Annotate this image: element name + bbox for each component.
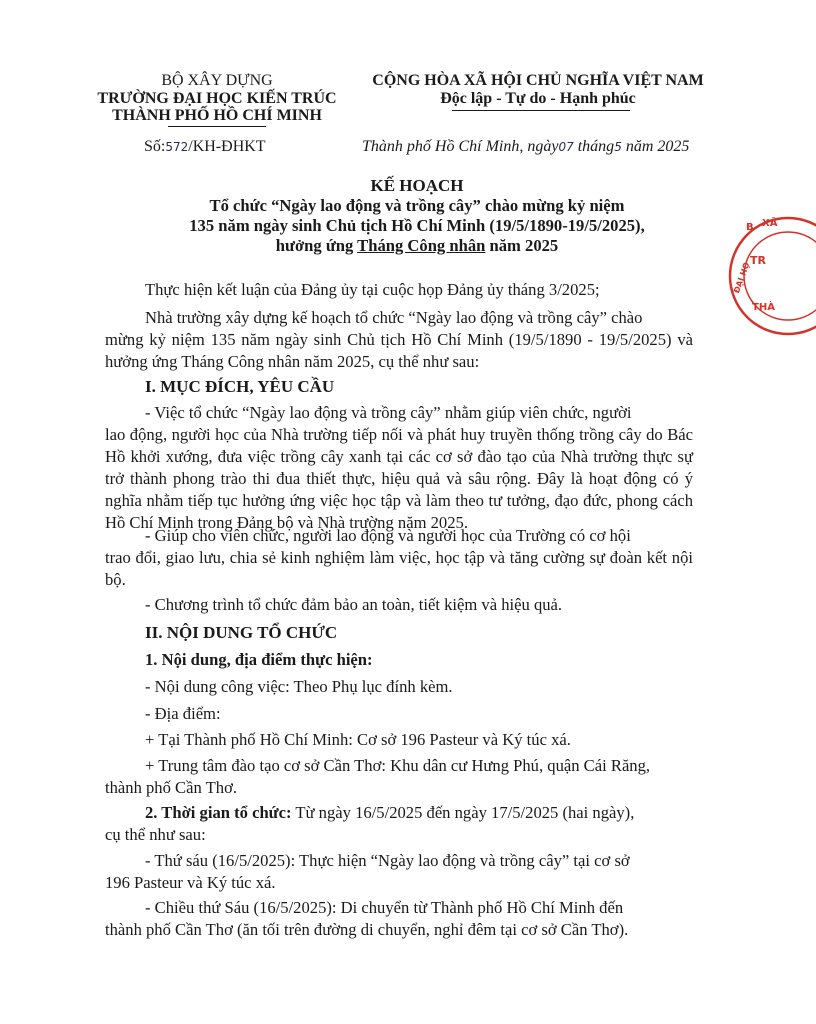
seal-text-4: ĐẠI HỌ [732,261,752,295]
para-purpose-1 [105,402,693,534]
schedule-item-2-first-line: - Chiều thứ Sáu (16/5/2025): Di chuyển từ Thành phố Hồ Chí Minh đến [145,898,624,917]
para-intro-rest: mừng kỷ niệm 135 năm ngày sinh Chủ tịch Hồ Chí Minh (19/5/1890 - 19/5/2025) và hưởng ứng Tháng Công nhân năm 2025, cụ thể như sau: [105,330,693,371]
date-year: năm 2025 [621,138,690,155]
subsection-2-heading: 2. Thời gian tổ chức: [145,803,292,822]
subsection-1-heading: 1. Nội dung, địa điểm thực hiện: [145,650,373,669]
para-purpose-1-rest: lao động, người học của Nhà trường tiếp nối và phát huy truyền thống trồng cây do Bác Hồ khởi xướng, đưa việc trồng cây xanh tại các cơ sở đào tạo của Nhà trường thực sự trở thành phong trào thi đua thiết thực, hiệu quả và sâu rộng. Đây là hoạt động có ý nghĩa nhằm tiếp tục hưởng ứng việc học tập và làm theo tư tưởng, đạo đức, phong cách Hồ Chí Minh trong Đảng bộ và Nhà trường năm 2025. [105,425,693,532]
section-1-heading: I. MỤC ĐÍCH, YÊU CẦU [145,377,335,396]
para-purpose-1-first-line: - Việc tổ chức “Ngày lao động và trồng cây” nhằm giúp viên chức, người [145,403,632,422]
para-purpose-2 [105,525,693,591]
official-seal [726,212,816,342]
item-location: - Địa điểm: [145,704,221,723]
title-line3-underlined: Tháng Công nhân [357,236,486,255]
title-line2: 135 năm ngày sinh Chủ tịch Hồ Chí Minh (19/5/1890-19/5/2025), [189,216,645,235]
section-2-heading: II. NỘI DUNG TỔ CHỨC [145,623,338,642]
para-purpose-2-rest: trao đổi, giao lưu, chia sẻ kinh nghiệm làm việc, học tập và tăng cường sự đoàn kết nội bộ. [105,548,693,589]
number-handwritten: 572 [165,140,189,154]
number-suffix: /KH-ĐHKT [188,138,266,155]
subsection-2-text: Từ ngày 16/5/2025 đến ngày 17/5/2025 (hai ngày), [291,803,635,822]
subsection-2 [105,802,693,846]
ministry-name: BỘ XÂY DỰNG [161,72,273,89]
number-prefix: Số: [144,138,166,155]
title-line1: Tổ chức “Ngày lao động và trồng cây” chào mừng kỷ niệm [209,196,625,215]
national-motto: Độc lập - Tự do - Hạnh phúc [440,90,636,107]
subsection-2-rest: cụ thể như sau: [105,825,206,844]
item-location-cantho-rest: thành phố Cần Thơ. [105,778,237,797]
para-intro-first-line: Nhà trường xây dựng kế hoạch tổ chức “Ngày lao động và trồng cây” chào [145,308,643,327]
schedule-item-1 [105,850,693,894]
university-name-line2: THÀNH PHỐ HỒ CHÍ MINH [112,107,322,124]
issue-date [362,137,689,157]
title-line3-suffix: năm 2025 [485,236,559,255]
schedule-item-2-rest: thành phố Cần Thơ (ăn tối trên đường di chuyển, nghỉ đêm tại cơ sở Cần Thơ). [105,920,629,939]
date-month-handwritten: 5 [614,140,622,154]
title-line3-prefix: hưởng ứng [275,236,358,255]
republic-name: CỘNG HÒA XÃ HỘI CHỦ NGHĨA VIỆT NAM [372,72,704,89]
schedule-item-1-first-line: - Thứ sáu (16/5/2025): Thực hiện “Ngày lao động và trồng cây” tại cơ sở [145,851,630,870]
date-prefix: Thành phố Hồ Chí Minh, ngày [362,138,559,155]
item-location-cantho [105,755,693,799]
schedule-item-2 [105,897,693,941]
header-left-divider [168,126,266,127]
seal-text-1: B [746,222,754,233]
para-intro [105,307,693,373]
item-location-cantho-first-line: + Trung tâm đào tạo cơ sở Cần Thơ: Khu dân cư Hưng Phú, quận Cái Răng, [145,756,651,775]
title-line3 [72,236,762,256]
document-type-heading: KẾ HOẠCH [370,176,464,195]
schedule-item-1-rest: 196 Pasteur và Ký túc xá. [105,873,276,892]
document-number [144,137,266,157]
para-purpose-3: - Chương trình tổ chức đảm bảo an toàn, tiết kiệm và hiệu quả. [145,595,563,614]
header-right-divider [452,110,630,111]
seal-text-5: THÀ [752,302,775,313]
para-basis: Thực hiện kết luận của Đảng ủy tại cuộc họp Đảng ủy tháng 3/2025; [145,280,600,299]
para-purpose-2-first-line: - Giúp cho viên chức, người lao động và người học của Trường có cơ hội [145,526,631,545]
item-content: - Nội dung công việc: Theo Phụ lục đính kèm. [145,677,453,696]
seal-text-2: XÂ [762,218,778,229]
seal-text-3: TR [750,254,766,267]
item-location-hcmc: + Tại Thành phố Hồ Chí Minh: Cơ sở 196 Pasteur và Ký túc xá. [145,730,571,749]
date-day-handwritten: 07 [558,140,574,154]
university-name-line1: TRƯỜNG ĐẠI HỌC KIẾN TRÚC [97,90,337,107]
date-month-label: tháng [573,138,615,155]
